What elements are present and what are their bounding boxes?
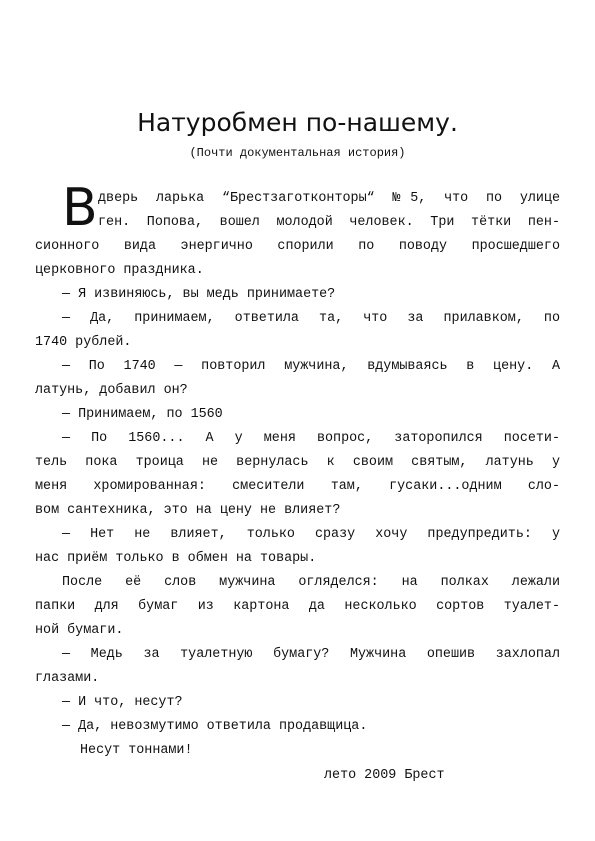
text-line: — По 1740 — повторил мужчина, вдумываясь в цену. А xyxy=(62,359,560,374)
text-line: — Да, невозмутимо ответила продавщица. xyxy=(62,719,368,734)
text-line: — По 1560... А у меня вопрос, заторопился посети- xyxy=(62,431,560,446)
text-line: ной бумаги. xyxy=(35,623,124,638)
text-line: дверь ларька “Брестзаготконторы“ №5, что по улице xyxy=(98,191,560,206)
text-line: — Да, принимаем, ответила та, что за прилавком, по xyxy=(62,311,560,326)
story-title: Натуробмен по-нашему. xyxy=(137,108,458,137)
text-line: ген. Попова, вошел молодой человек. Три тётки пен- xyxy=(98,215,560,230)
text-line: латунь, добавил он? xyxy=(35,383,188,398)
text-line: меня хромированная: смесители там, гусаки...одним сло- xyxy=(35,479,560,494)
text-line: сионного вида энергично спорили по поводу просшедшего xyxy=(35,239,560,254)
text-line: тель пока троица не вернулась к своим святым, латунь у xyxy=(35,455,560,470)
signature-line: лето 2009 Брест xyxy=(324,768,445,783)
text-line: церковного праздника. xyxy=(35,263,204,278)
text-line: — Медь за туалетную бумагу? Мужчина опешив захлопал xyxy=(62,647,560,662)
drop-cap: В xyxy=(62,178,98,238)
text-line: — И что, несут? xyxy=(62,695,183,710)
text-line: нас приём только в обмен на товары. xyxy=(35,551,317,566)
text-line: папки для бумаг из картона да несколько сортов туалет- xyxy=(35,599,560,614)
text-line: — Принимаем, по 1560 xyxy=(62,407,223,422)
story-subtitle: (Почти документальная история) xyxy=(189,146,406,160)
text-line: — Нет не влияет, только сразу хочу предупредить: у xyxy=(62,527,560,542)
text-line: глазами. xyxy=(35,671,100,686)
text-line: вом сантехника, это на цену не влияет? xyxy=(35,503,341,518)
text-line: — Я извиняюсь, вы медь принимаете? xyxy=(62,287,336,302)
text-line: 1740 рублей. xyxy=(35,335,132,350)
text-line: Несут тоннами! xyxy=(80,743,193,758)
text-line: После её слов мужчина огляделся: на полках лежали xyxy=(62,575,560,590)
